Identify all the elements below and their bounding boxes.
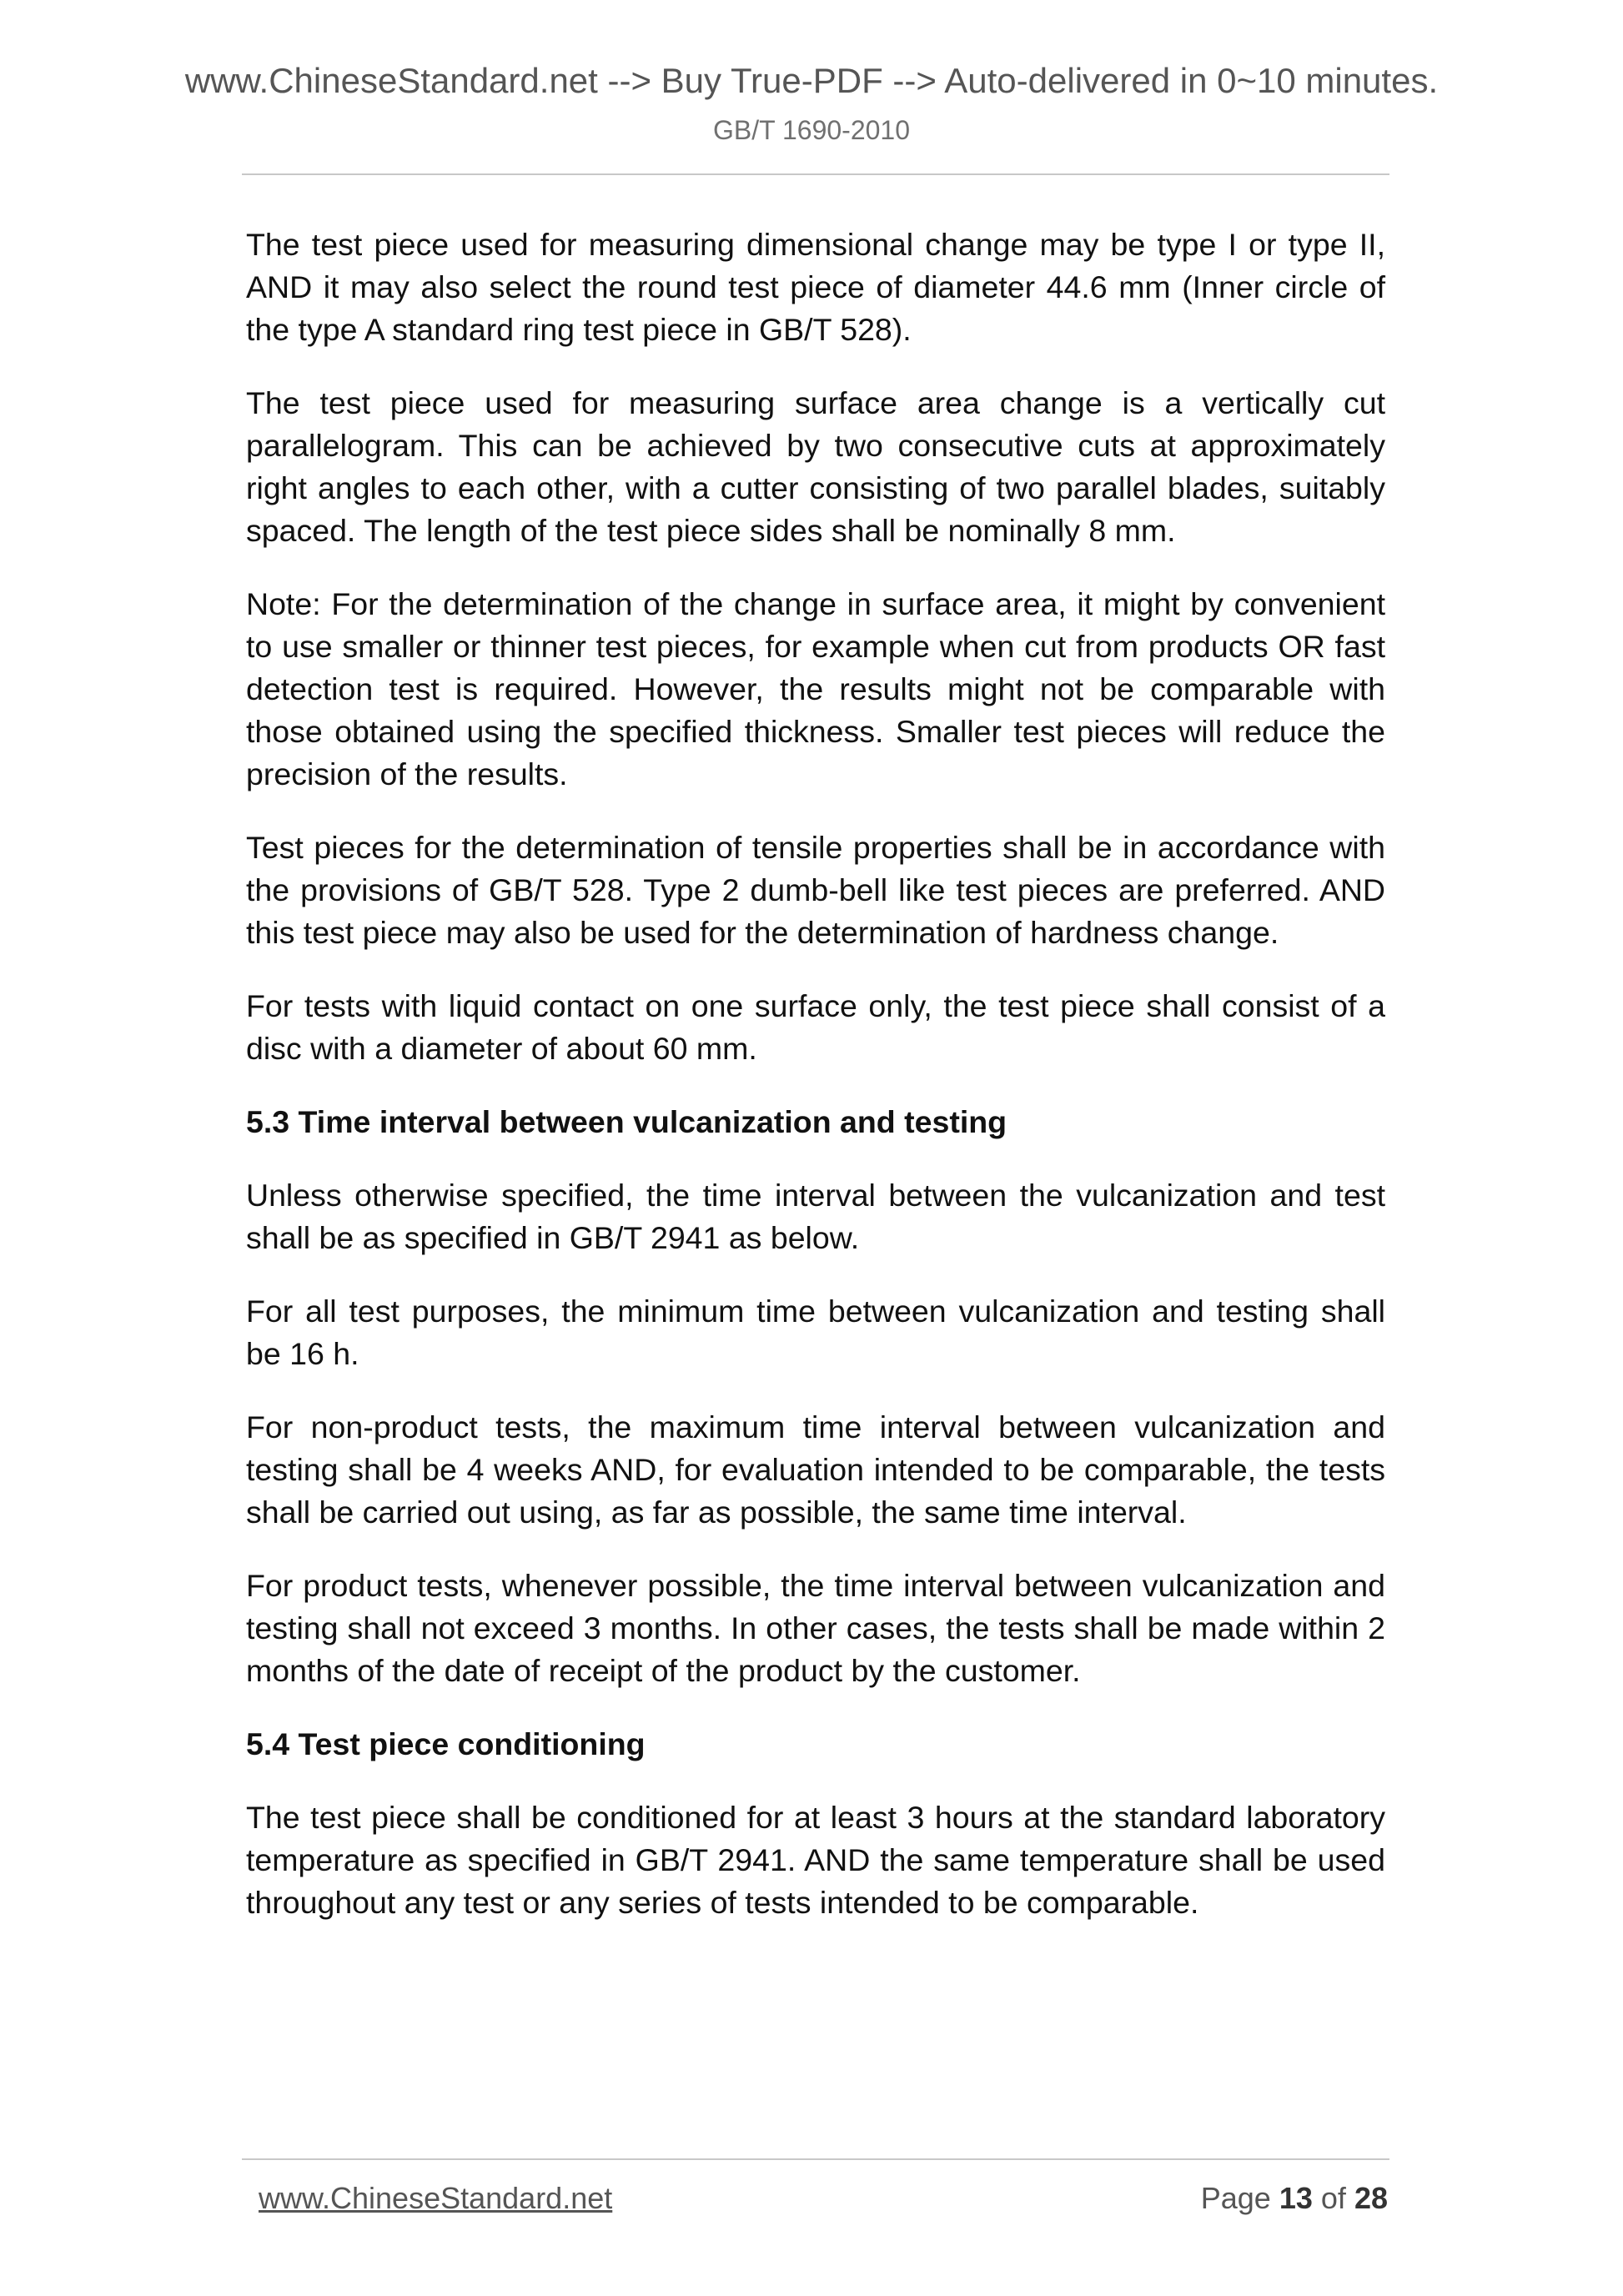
paragraph-note: Note: For the determination of the change in surface area, it might by convenient to use smaller or thinner test pieces, for example when cut from products OR fast detection test is required. However, the results might not be comparable with those obtained using the specified thickness. Smaller test pieces will reduce the precision of the results. [246,586,1385,791]
paragraph-non-product-tests: For non-product tests, the maximum time interval between vulcanization and testing shall be 4 weeks AND, for evaluation intended to be comparable, the tests shall be carried out using, as far as possible, the same time interval. [246,1409,1385,1530]
page-number [1201,2183,1388,2213]
standard-id: GB/T 1690-2010 [712,115,910,145]
footer-website-link[interactable]: www.ChineseStandard.net [259,2181,613,2215]
page-label: Page [1200,2181,1271,2215]
section-heading-5-4: 5.4 Test piece conditioning [246,1726,646,1761]
paragraph-minimum-time: For all test purposes, the minimum time between vulcanization and testing shall be 16 h. [246,1294,1385,1371]
paragraph-tensile-properties: Test pieces for the determination of tensile properties shall be in accordance with the provisions of GB/T 528. Type 2 dumb-bell like test pieces are preferred. AND this test piece may also be used for the determination of hardness change. [246,830,1385,950]
paragraph-dimensional-change: The test piece used for measuring dimensional change may be type I or type II, AND it may also select the round test piece of diameter 44.6 mm (Inner circle of the type A standard ring test piece in GB/T 528). [246,227,1385,347]
header-divider [242,173,1389,175]
footer-divider [242,2158,1389,2160]
page-current: 13 [1279,2181,1313,2215]
paragraph-product-tests: For product tests, whenever possible, the time interval between vulcanization and testing shall not exceed 3 months. In other cases, the tests shall be made within 2 months of the date of receipt of the product by the customer. [246,1568,1385,1688]
page-of: of [1320,2181,1346,2215]
paragraph-surface-area-change: The test piece used for measuring surface area change is a vertically cut parallelogram. This can be achieved by two consecutive cuts at approximately right angles to each other, with a cutter consisting of two parallel blades, suitably spaced. The length of the test piece sides shall be nominally 8 mm. [246,385,1385,548]
header-banner: www.ChineseStandard.net --> Buy True-PDF --> Auto-delivered in 0~10 minutes. [184,61,1439,100]
page-total: 28 [1354,2181,1388,2215]
paragraph-conditioning: The test piece shall be conditioned for at least 3 hours at the standard laboratory temperature as specified in GB/T 2941. AND the same temperature shall be used throughout any test or any series of tests intended to be comparable. [246,1800,1385,1920]
paragraph-time-interval-default: Unless otherwise specified, the time interval between the vulcanization and test shall be as specified in GB/T 2941 as below. [246,1178,1385,1255]
section-heading-5-3: 5.3 Time interval between vulcanization and testing [246,1104,1007,1139]
paragraph-liquid-contact: For tests with liquid contact on one surface only, the test piece shall consist of a disc with a diameter of about 60 mm. [246,988,1385,1066]
document-body [246,224,1385,1955]
